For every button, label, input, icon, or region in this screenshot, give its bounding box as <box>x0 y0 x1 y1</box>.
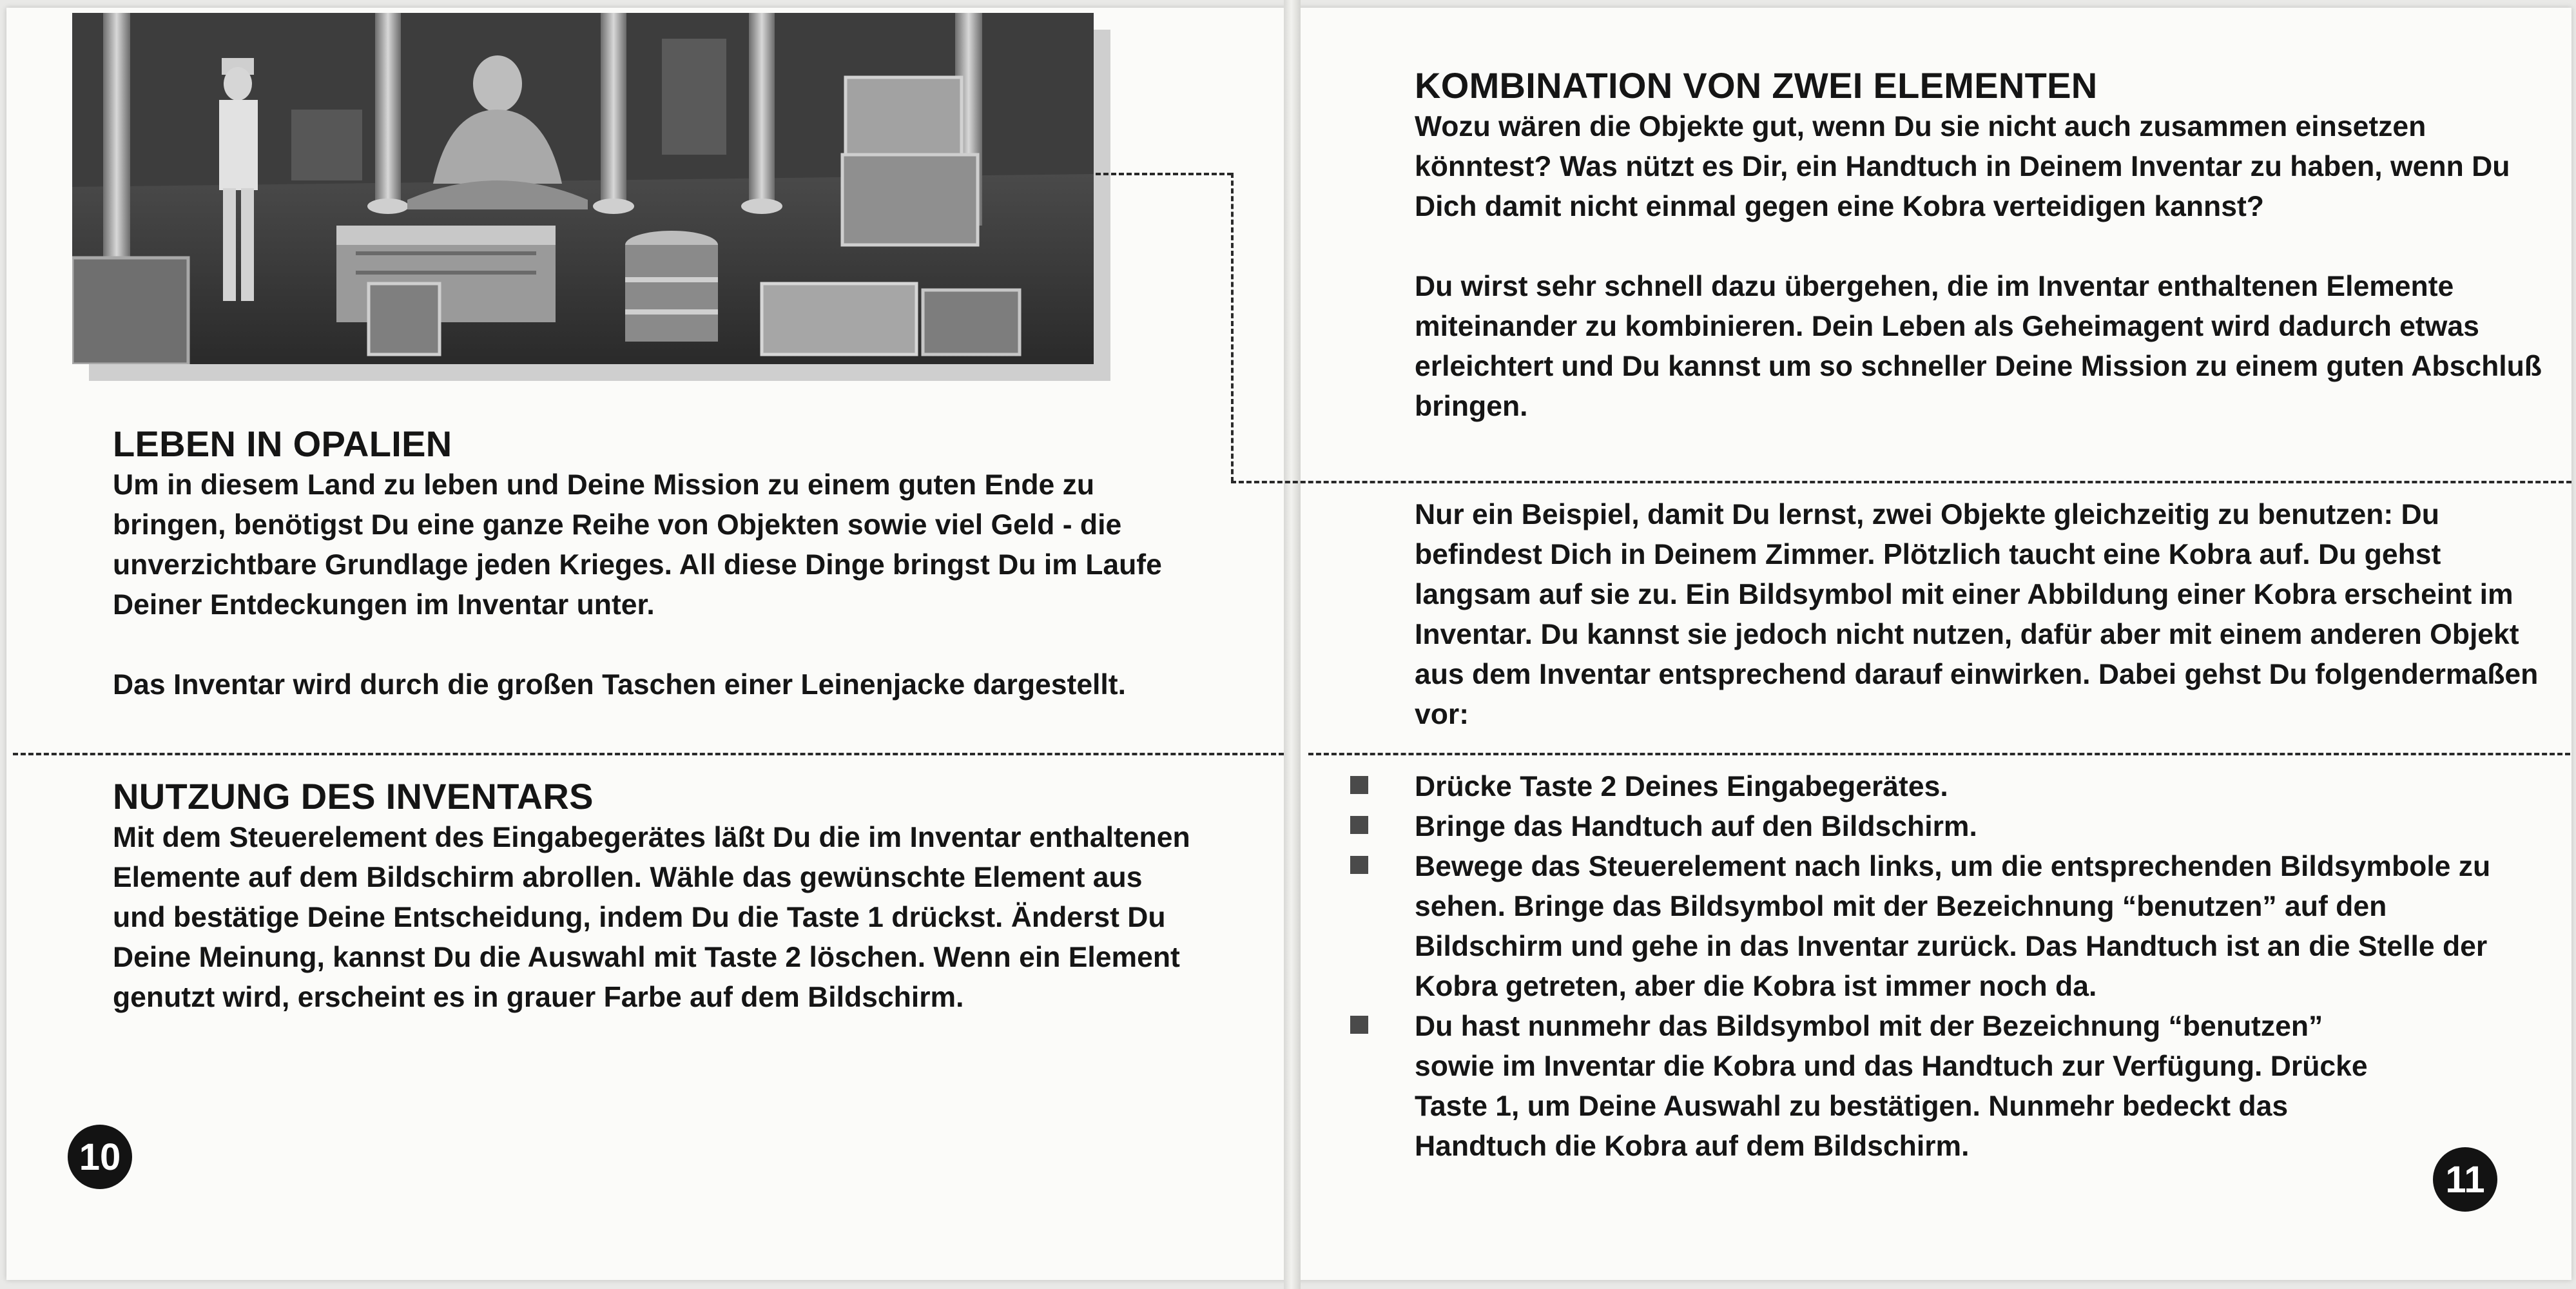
page-number-right: 11 <box>2433 1147 2497 1212</box>
steps-list <box>1350 767 2510 1167</box>
section-leben-in-opalien <box>113 423 1208 705</box>
book-gutter <box>1284 0 1301 1289</box>
step-text: Bewege das Steuerelement nach links, um die entsprechenden Bildsymbole zu sehen. Bringe das Bildsymbol mit der Bezeichnung “benutzen” auf den Bildschirm und gehe in das Inventar zurück. Das Handtuch ist an die Stelle der Kobra getreten, aber die Kobra ist immer noch da. <box>1415 851 2491 1002</box>
bullet-square-icon <box>1350 856 1368 874</box>
paragraph-kombination-2: Du wirst sehr schnell dazu übergehen, die im Inventar enthaltenen Elemente miteinander zu kombinieren. Dein Leben als Geheimagent wird dadurch etwas erleichtert und Du kannst um so schneller Deine Mission zu einem guten Abschluß bringen. <box>1415 271 2542 422</box>
list-item <box>1350 1007 2510 1167</box>
paragraph-leben-2: Das Inventar wird durch die großen Taschen einer Leinenjacke dargestellt. <box>113 669 1126 701</box>
divider-right <box>1308 753 2570 755</box>
leader-line-top <box>1096 173 1232 175</box>
heading-kombination: KOMBINATION VON ZWEI ELEMENTEN <box>1415 65 2098 106</box>
paragraph-leben-1: Um in diesem Land zu leben und Deine Mission zu einem guten Ende zu bringen, benötigst Du eine ganze Reihe von Objekten sowie viel Geld - die unverzichtbare Grundlage jeden Krieges. All diese Dinge bringst Du im Laufe Deiner Entdeckungen im Inventar unter. <box>113 469 1162 621</box>
game-scene-illustration <box>72 13 1094 364</box>
heading-nutzung-des-inventars: NUTZUNG DES INVENTARS <box>113 776 594 817</box>
list-item <box>1350 767 2510 807</box>
game-screenshot <box>72 13 1094 364</box>
section-beispiel <box>1415 495 2549 735</box>
divider-left <box>13 753 1284 755</box>
section-kombination <box>1415 64 2549 427</box>
bullet-square-icon <box>1350 1016 1368 1034</box>
bullet-square-icon <box>1350 776 1368 794</box>
heading-leben-in-opalien: LEBEN IN OPALIEN <box>113 423 452 464</box>
paragraph-nutzung: Mit dem Steuerelement des Eingabegerätes läßt Du die im Inventar enthaltenen Elemente auf dem Bildschirm abrollen. Wähle das gewünschte Element aus und bestätige Deine Entscheidung, indem Du die Taste 1 drückst. Änderst Du Deine Meinung, kannst Du die Auswahl mit Taste 2 löschen. Wenn ein Element genutzt wird, erscheint es in grauer Farbe auf dem Bildschirm. <box>113 822 1190 1013</box>
paragraph-beispiel: Nur ein Beispiel, damit Du lernst, zwei Objekte gleichzeitig zu benutzen: Du befindest Dich in Deinem Zimmer. Plötzlich taucht eine Kobra auf. Du gehst langsam auf sie zu. Ein Bildsymbol mit einer Abbildung einer Kobra erscheint im Inventar. Du kannst sie jedoch nicht nutzen, dafür aber mit einem anderen Objekt aus dem Inventar entsprechend darauf einwirken. Dabei gehst Du folgendermaßen vor: <box>1415 499 2539 730</box>
section-nutzung-des-inventars <box>113 775 1202 1018</box>
step-text: Bringe das Handtuch auf den Bildschirm. <box>1415 811 1977 842</box>
paragraph-kombination-1: Wozu wären die Objekte gut, wenn Du sie nicht auch zusammen einsetzen könntest? Was nützt es Dir, ein Handtuch in Deinem Inventar zu haben, wenn Du Dich damit nicht einmal gegen eine Kobra verteidigen kannst? <box>1415 111 2510 222</box>
leader-line-bottom <box>1231 481 2571 483</box>
page-number-left: 10 <box>68 1125 132 1189</box>
step-text: Drücke Taste 2 Deines Eingabegerätes. <box>1415 771 1948 802</box>
list-item <box>1350 807 2510 847</box>
bullet-square-icon <box>1350 816 1368 834</box>
list-item <box>1350 847 2510 1007</box>
step-text: Du hast nunmehr das Bildsymbol mit der Bezeichnung “benutzen” sowie im Inventar die Kobra und das Handtuch zur Verfügung. Drücke Taste 1, um Deine Auswahl zu bestätigen. Nunmehr bedeckt das Handtuch die Kobra auf dem Bildschirm. <box>1415 1011 2368 1162</box>
leader-line-vertical <box>1231 173 1234 482</box>
